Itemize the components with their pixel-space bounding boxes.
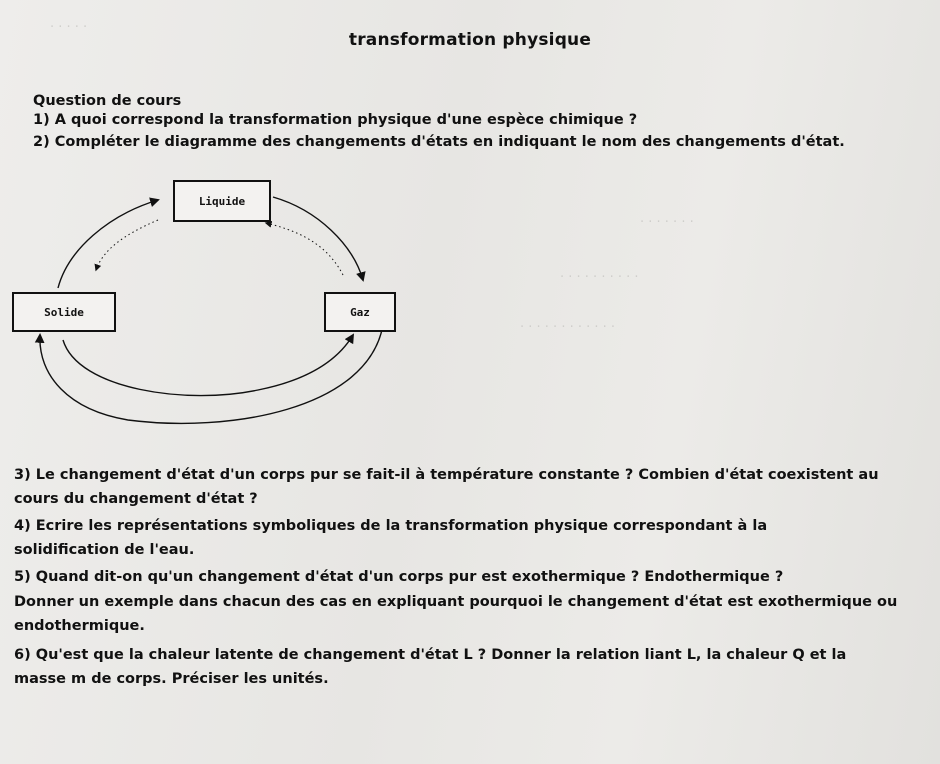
question-5-line-2: Donner un exemple dans chacun des cas en expliquant pourquoi le changement d'état est exothermique ou [14,594,898,610]
show-through-text: · · · · · · · [640,215,694,230]
state-change-diagram [8,175,428,435]
question-header: Question de cours [33,93,182,109]
question-5-line-1: 5) Quand dit-on qu'un changement d'état d'un corps pur est exothermique ? Endothermique ? [14,569,784,585]
question-4-line-2: solidification de l'eau. [14,542,195,558]
arrow-liquid-to-solid [96,220,158,270]
question-4-line-1: 4) Ecrire les représentations symboliques de la transformation physique correspondant à la [14,518,768,534]
question-6-line-1: 6) Qu'est que la chaleur latente de changement d'état L ? Donner la relation liant L, la chaleur Q et la [14,647,847,663]
arrow-solid-to-gas [63,335,353,396]
solid-box: Solide [12,292,116,332]
show-through-text: · · · · · [50,20,88,35]
question-5-line-3: endothermique. [14,618,145,634]
arrow-solid-to-liquid [58,200,158,288]
arrow-liquid-to-gas [273,197,363,280]
question-6-line-2: masse m de corps. Préciser les unités. [14,671,329,687]
gas-box: Gaz [324,292,396,332]
liquid-box: Liquide [173,180,271,222]
question-2: 2) Compléter le diagramme des changements d'états en indiquant le nom des changements d'état. [33,134,845,150]
show-through-text: · · · · · · · · · · · · [520,320,616,335]
show-through-text: · · · · · · · · · · [560,270,639,285]
arrow-gas-to-solid [40,325,383,423]
question-3-line-2: cours du changement d'état ? [14,491,258,507]
page-title: transformation physique [348,30,592,50]
question-1: 1) A quoi correspond la transformation physique d'une espèce chimique ? [33,112,638,128]
question-3-line-1: 3) Le changement d'état d'un corps pur se fait-il à température constante ? Combien d'état coexistent au [14,467,879,483]
